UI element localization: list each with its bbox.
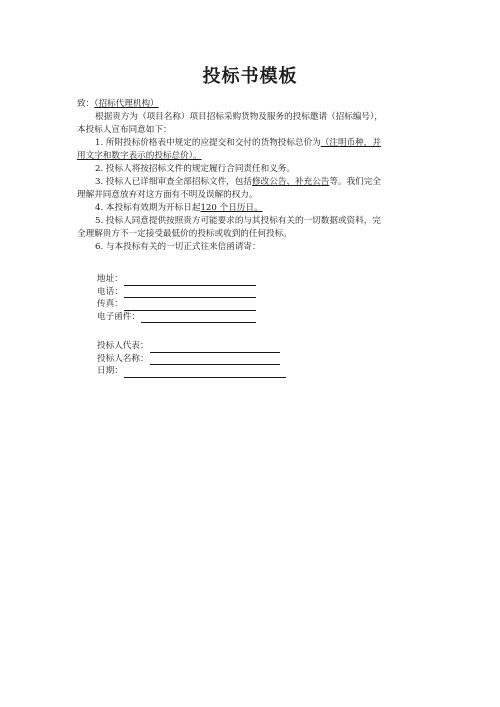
item-4 [77,202,427,215]
item-5-line-1: 5. 投标人同意提供按照贵方可能要求的与其投标有关的一切数据或资料，完 [95,216,381,226]
bidder-name-row [97,353,286,366]
intro-line-2: 本投标人宣布同意如下： [77,125,172,135]
addressee-line [77,98,427,111]
bidder-name-label: 投标人名称： [97,353,149,364]
address-label: 地址： [97,274,123,284]
address-blank[interactable] [124,276,256,286]
document-title: 投标书模板 [202,66,298,87]
addressee-prefix: 致： [77,99,95,109]
fax-label: 传真： [97,299,123,310]
item-3-line-1 [77,176,427,189]
item-1-text: 1. 所附投标价格表中规定的应提交和交付的货物投标总价为 [95,138,321,148]
representative-label: 投标人代表： [97,341,149,351]
item-3-notices: 修改公告、补充公告 [252,177,330,187]
phone-blank[interactable] [124,288,256,298]
letter-body [77,98,427,254]
fax-blank[interactable] [124,301,256,311]
intro-line-1: 根据贵方为（项目名称）项目招标采购货物及服务的投标邀请（招标编号）， [95,112,383,122]
item-4-validity: 120 个日历日。 [200,203,263,213]
item-1-line-2 [77,150,427,163]
date-row [97,365,286,378]
item-4-text: 4. 本投标有效期为开标日起 [95,203,201,213]
phone-label: 电话： [97,286,123,297]
bidder-name-blank[interactable] [150,355,280,365]
date-blank[interactable] [124,368,286,378]
representative-blank[interactable] [150,343,280,353]
fax-row [97,298,256,311]
item-1-currency-note: （注明币种，并 [320,138,381,148]
email-row [97,311,256,324]
item-1-total-note: 用文字和数字表示的投标总价）。 [77,151,202,161]
item-1-line-1 [77,137,427,150]
representative-row [97,340,286,353]
item-6: 6. 与本投标有关的一切正式往来信函请寄： [95,242,261,252]
item-5-line-2: 全理解贵方不一定接受最低价的投标或收到的任何投标。 [77,229,292,239]
addressee-target: （招标代理机构） [94,99,159,109]
address-row [97,273,256,286]
date-label: 日期： [97,366,123,377]
email-blank[interactable] [141,313,256,323]
item-3-text: 3. 投标人已详细审查全部招标文件，包括 [95,177,253,187]
signature-fields [97,340,286,378]
item-3-line-2: 理解并同意放弃对这方面有不明及误解的权力。 [77,190,258,200]
item-2: 2. 投标人将按招标文件的规定履行合同责任和义务。 [95,164,295,174]
email-label: 电子函件： [97,311,140,322]
contact-fields [97,273,256,323]
phone-row [97,286,256,299]
item-3-text-end: 等。我们完全 [329,177,381,187]
